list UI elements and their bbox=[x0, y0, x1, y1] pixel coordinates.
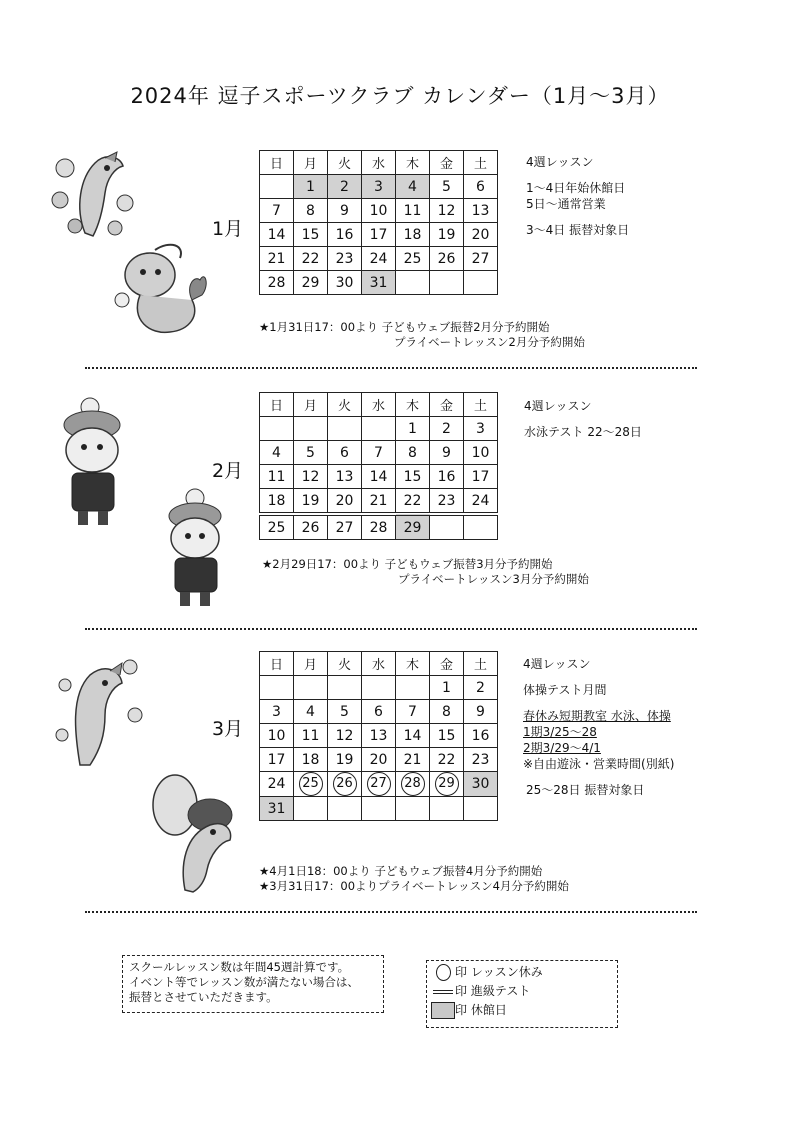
day-cell-no-lesson: 26 bbox=[328, 772, 362, 797]
day-cell: 13 bbox=[328, 465, 362, 489]
week-row bbox=[260, 772, 498, 797]
dolphin-blossom-illustration bbox=[50, 655, 145, 770]
day-cell: 17 bbox=[260, 748, 294, 772]
legend-item-promotion-test: 印 進級テスト bbox=[431, 982, 617, 1001]
note: 2期3/29～4/1 bbox=[523, 741, 601, 755]
day-cell: 31 bbox=[362, 271, 396, 295]
day-cell: 3 bbox=[464, 417, 498, 441]
week-row bbox=[260, 724, 498, 748]
day-cell: 9 bbox=[464, 700, 498, 724]
note: 4週レッスン bbox=[523, 657, 591, 671]
day-cell: 16 bbox=[464, 724, 498, 748]
week-row bbox=[260, 514, 498, 540]
day-cell: 8 bbox=[396, 441, 430, 465]
day-cell-empty bbox=[430, 797, 464, 821]
weekday-fri: 金 bbox=[430, 151, 464, 175]
day-cell: 7 bbox=[260, 199, 294, 223]
day-cell: 9 bbox=[430, 441, 464, 465]
weekday-sun: 日 bbox=[260, 151, 294, 175]
day-cell: 18 bbox=[396, 223, 430, 247]
note: 1期3/25～28 bbox=[523, 725, 597, 739]
announce-line: プライベートレッスン2月分予約開始 bbox=[394, 335, 585, 349]
day-cell-empty bbox=[396, 797, 430, 821]
dolphin-bouquet-illustration bbox=[145, 770, 245, 895]
week-row bbox=[260, 676, 498, 700]
legend-box bbox=[426, 960, 618, 1028]
day-cell-empty bbox=[328, 676, 362, 700]
week-row bbox=[260, 417, 498, 441]
day-cell-no-lesson: 25 bbox=[294, 772, 328, 797]
day-cell-empty bbox=[328, 797, 362, 821]
day-cell: 15 bbox=[294, 223, 328, 247]
gray-box-icon bbox=[431, 1002, 455, 1019]
day-cell: 28 bbox=[260, 271, 294, 295]
day-cell: 7 bbox=[396, 700, 430, 724]
weekday-wed: 水 bbox=[362, 652, 396, 676]
day-cell-empty bbox=[464, 797, 498, 821]
day-cell: 15 bbox=[430, 724, 464, 748]
day-cell: 29 bbox=[396, 514, 430, 540]
dragon-illustration bbox=[110, 240, 215, 350]
day-cell: 2 bbox=[464, 676, 498, 700]
day-cell: 25 bbox=[396, 247, 430, 271]
note: 4週レッスン bbox=[524, 399, 592, 413]
day-cell: 28 bbox=[362, 514, 396, 540]
day-cell-empty bbox=[464, 514, 498, 540]
day-cell: 18 bbox=[294, 748, 328, 772]
day-cell: 22 bbox=[430, 748, 464, 772]
day-cell: 11 bbox=[396, 199, 430, 223]
week-row bbox=[260, 700, 498, 724]
day-cell: 20 bbox=[328, 489, 362, 515]
weekday-thu: 木 bbox=[396, 151, 430, 175]
day-cell: 14 bbox=[396, 724, 430, 748]
day-cell: 18 bbox=[260, 489, 294, 515]
note: 体操テスト月間 bbox=[523, 683, 607, 697]
weekday-sun: 日 bbox=[260, 652, 294, 676]
weekday-header bbox=[260, 652, 498, 676]
day-cell-empty bbox=[396, 271, 430, 295]
day-cell: 30 bbox=[328, 271, 362, 295]
day-cell: 17 bbox=[362, 223, 396, 247]
day-cell: 4 bbox=[294, 700, 328, 724]
announce-line: ★4月1日18：00より 子どもウェブ振替4月分予約開始 bbox=[259, 864, 543, 878]
day-cell-empty bbox=[464, 271, 498, 295]
notes-february bbox=[524, 398, 642, 440]
day-cell-empty bbox=[328, 417, 362, 441]
day-cell: 12 bbox=[430, 199, 464, 223]
dog-coat-illustration bbox=[50, 395, 140, 530]
announce-line: ★2月29日17：00より 子どもウェブ振替3月分予約開始 bbox=[262, 557, 553, 571]
day-cell: 23 bbox=[464, 748, 498, 772]
day-cell-empty bbox=[260, 175, 294, 199]
day-cell: 12 bbox=[328, 724, 362, 748]
weekday-header bbox=[260, 393, 498, 417]
weekday-fri: 金 bbox=[430, 652, 464, 676]
announce-line: ★3月31日17：00よりプライベートレッスン4月分予約開始 bbox=[259, 879, 569, 893]
day-cell: 10 bbox=[464, 441, 498, 465]
day-cell: 13 bbox=[362, 724, 396, 748]
note: 3～4日 振替対象日 bbox=[526, 223, 630, 237]
day-cell: 15 bbox=[396, 465, 430, 489]
day-cell: 10 bbox=[260, 724, 294, 748]
day-cell-empty bbox=[430, 514, 464, 540]
lesson-info-box bbox=[122, 955, 384, 1013]
day-cell-empty bbox=[362, 417, 396, 441]
circle-icon bbox=[436, 964, 451, 981]
day-cell: 20 bbox=[464, 223, 498, 247]
note: 1～4日年始休館日 bbox=[526, 181, 626, 195]
weekday-mon: 月 bbox=[294, 393, 328, 417]
day-cell: 11 bbox=[260, 465, 294, 489]
day-cell: 1 bbox=[430, 676, 464, 700]
day-cell: 27 bbox=[464, 247, 498, 271]
note: 25～28日 振替対象日 bbox=[526, 783, 645, 797]
section-divider bbox=[85, 367, 697, 369]
day-cell: 10 bbox=[362, 199, 396, 223]
week-row bbox=[260, 175, 498, 199]
week-row bbox=[260, 271, 498, 295]
day-cell: 8 bbox=[294, 199, 328, 223]
dolphin-flower-illustration bbox=[45, 148, 140, 238]
day-cell: 22 bbox=[396, 489, 430, 515]
day-cell: 24 bbox=[362, 247, 396, 271]
legend-item-closed: 印 休館日 bbox=[431, 1001, 617, 1020]
day-cell: 12 bbox=[294, 465, 328, 489]
day-cell: 17 bbox=[464, 465, 498, 489]
day-cell: 31 bbox=[260, 797, 294, 821]
day-cell: 4 bbox=[396, 175, 430, 199]
legend-item-no-lesson: 印 レッスン休み bbox=[431, 963, 617, 982]
note: 4週レッスン bbox=[526, 155, 594, 169]
calendar-february bbox=[259, 392, 498, 540]
announce-line: ★1月31日17：00より 子どもウェブ振替2月分予約開始 bbox=[259, 320, 550, 334]
day-cell: 24 bbox=[464, 489, 498, 515]
week-row-swim-test bbox=[260, 489, 498, 515]
weekday-thu: 木 bbox=[396, 652, 430, 676]
day-cell: 14 bbox=[362, 465, 396, 489]
weekday-sat: 土 bbox=[464, 652, 498, 676]
day-cell: 22 bbox=[294, 247, 328, 271]
info-line: イベント等でレッスン数が満たない場合は、 bbox=[129, 975, 359, 989]
dog-coat-illustration bbox=[150, 488, 240, 613]
day-cell-empty bbox=[430, 271, 464, 295]
weekday-sat: 土 bbox=[464, 151, 498, 175]
weekday-tue: 火 bbox=[328, 393, 362, 417]
day-cell: 11 bbox=[294, 724, 328, 748]
weekday-sun: 日 bbox=[260, 393, 294, 417]
weekday-header bbox=[260, 151, 498, 175]
day-cell: 24 bbox=[260, 772, 294, 797]
day-cell: 14 bbox=[260, 223, 294, 247]
weekday-sat: 土 bbox=[464, 393, 498, 417]
announcement-february bbox=[262, 557, 589, 587]
day-cell: 6 bbox=[464, 175, 498, 199]
day-cell: 19 bbox=[430, 223, 464, 247]
day-cell: 4 bbox=[260, 441, 294, 465]
day-cell-empty bbox=[294, 676, 328, 700]
note: 5日～通常営業 bbox=[526, 197, 606, 211]
calendar-march bbox=[259, 651, 498, 821]
day-cell: 19 bbox=[294, 489, 328, 515]
day-cell: 1 bbox=[294, 175, 328, 199]
announce-line: プライベートレッスン3月分予約開始 bbox=[398, 572, 589, 586]
week-row bbox=[260, 247, 498, 271]
day-cell: 5 bbox=[430, 175, 464, 199]
note: 春休み短期教室 水泳、体操 bbox=[523, 709, 671, 723]
day-cell: 20 bbox=[362, 748, 396, 772]
page-title: 2024年 逗子スポーツクラブ カレンダー（1月～3月） bbox=[130, 84, 670, 108]
day-cell: 29 bbox=[294, 271, 328, 295]
day-cell: 21 bbox=[362, 489, 396, 515]
day-cell-no-lesson: 28 bbox=[396, 772, 430, 797]
day-cell: 2 bbox=[430, 417, 464, 441]
weekday-wed: 水 bbox=[362, 151, 396, 175]
day-cell-empty bbox=[260, 676, 294, 700]
weekday-wed: 水 bbox=[362, 393, 396, 417]
day-cell: 30 bbox=[464, 772, 498, 797]
weekday-mon: 月 bbox=[294, 151, 328, 175]
day-cell: 21 bbox=[396, 748, 430, 772]
note: ※自由遊泳・営業時間(別紙) bbox=[523, 757, 675, 771]
double-line-icon bbox=[433, 990, 453, 994]
section-divider bbox=[85, 911, 697, 913]
week-row bbox=[260, 797, 498, 821]
weekday-fri: 金 bbox=[430, 393, 464, 417]
day-cell-empty bbox=[396, 676, 430, 700]
day-cell: 16 bbox=[430, 465, 464, 489]
day-cell: 25 bbox=[260, 514, 294, 540]
day-cell: 5 bbox=[328, 700, 362, 724]
week-row bbox=[260, 223, 498, 247]
announcement-january bbox=[259, 320, 585, 350]
month-label-january: 1月 bbox=[212, 218, 244, 240]
weekday-tue: 火 bbox=[328, 652, 362, 676]
notes-march bbox=[523, 656, 674, 798]
info-line: 振替とさせていただきます。 bbox=[129, 990, 278, 1004]
month-label-march: 3月 bbox=[212, 718, 244, 740]
day-cell-empty bbox=[362, 676, 396, 700]
day-cell: 16 bbox=[328, 223, 362, 247]
week-row bbox=[260, 199, 498, 223]
week-row bbox=[260, 465, 498, 489]
calendar-january bbox=[259, 150, 498, 295]
day-cell: 6 bbox=[362, 700, 396, 724]
day-cell: 19 bbox=[328, 748, 362, 772]
week-row bbox=[260, 441, 498, 465]
announcement-march bbox=[259, 864, 569, 894]
day-cell-empty bbox=[294, 797, 328, 821]
day-cell: 8 bbox=[430, 700, 464, 724]
month-label-february: 2月 bbox=[212, 460, 244, 482]
day-cell: 3 bbox=[260, 700, 294, 724]
day-cell: 3 bbox=[362, 175, 396, 199]
day-cell-empty bbox=[294, 417, 328, 441]
day-cell: 6 bbox=[328, 441, 362, 465]
weekday-tue: 火 bbox=[328, 151, 362, 175]
weekday-mon: 月 bbox=[294, 652, 328, 676]
day-cell: 27 bbox=[328, 514, 362, 540]
section-divider bbox=[85, 628, 697, 630]
info-line: スクールレッスン数は年間45週計算です。 bbox=[129, 960, 350, 974]
day-cell: 26 bbox=[294, 514, 328, 540]
day-cell-empty bbox=[362, 797, 396, 821]
notes-january bbox=[526, 154, 629, 238]
day-cell: 7 bbox=[362, 441, 396, 465]
day-cell: 2 bbox=[328, 175, 362, 199]
day-cell: 26 bbox=[430, 247, 464, 271]
day-cell: 23 bbox=[430, 489, 464, 515]
day-cell-no-lesson: 27 bbox=[362, 772, 396, 797]
day-cell: 9 bbox=[328, 199, 362, 223]
day-cell: 23 bbox=[328, 247, 362, 271]
note: 水泳テスト 22～28日 bbox=[524, 425, 642, 439]
day-cell-no-lesson: 29 bbox=[430, 772, 464, 797]
day-cell: 21 bbox=[260, 247, 294, 271]
day-cell: 13 bbox=[464, 199, 498, 223]
day-cell: 1 bbox=[396, 417, 430, 441]
weekday-thu: 木 bbox=[396, 393, 430, 417]
day-cell: 5 bbox=[294, 441, 328, 465]
day-cell-empty bbox=[260, 417, 294, 441]
week-row bbox=[260, 748, 498, 772]
